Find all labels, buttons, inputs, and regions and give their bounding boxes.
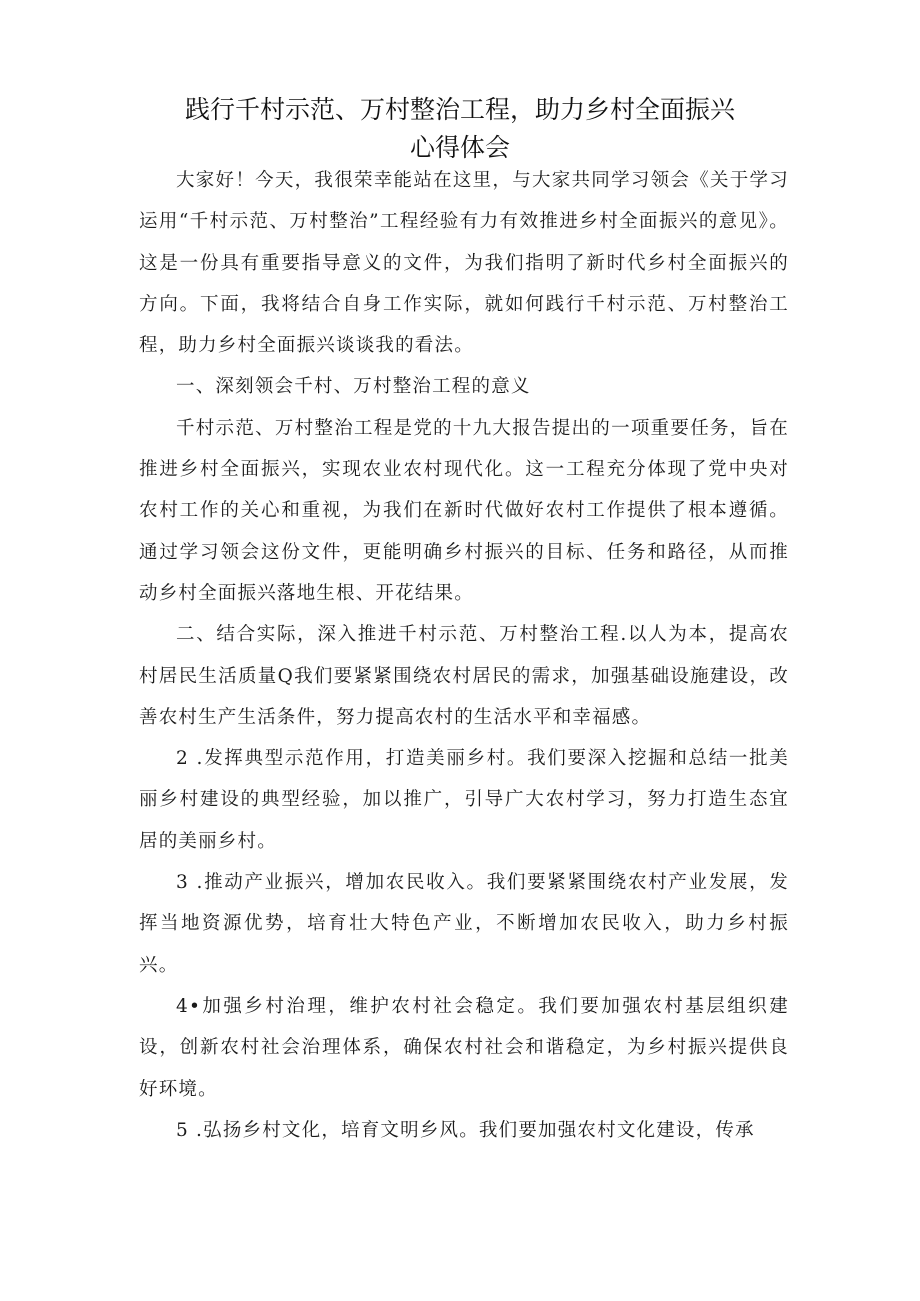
document-title-line-1: 践行千村示范、万村整治工程，助力乡村全面振兴 (184, 95, 735, 124)
list-item-4: 4•加强乡村治理，维护农村社会稳定。我们要加强农村基层组织建设，创新农村社会治理体系，确保农村社会和谐稳定，为乡村振兴提供良好环境。 (139, 995, 789, 1100)
list-item-5: 5 .弘扬乡村文化，培育文明乡风。我们要加强农村文化建设，传承 (176, 1119, 755, 1141)
section-heading-1: 一、深刻领会千村、万村整治工程的意义 (176, 376, 531, 398)
document-title-line-2: 心得体会 (409, 133, 510, 162)
document-body (139, 160, 789, 1151)
paragraph-intro: 大家好！今天，我很荣幸能站在这里，与大家共同学习领会《关于学习运用“千村示范、万村整治”工程经验有力有效推进乡村全面振兴的意见》。这是一份具有重要指导意义的文件，为我们指明了新时代乡村全面振兴的方向。下面，我将结合自身工作实际，就如何践行千村示范、万村整治工程，助力乡村全面振兴谈谈我的看法。 (139, 170, 789, 357)
list-item-2: 2 .发挥典型示范作用，打造美丽乡村。我们要深入挖掘和总结一批美丽乡村建设的典型经验，加以推广，引导广大农村学习，努力打造生态宜居的美丽乡村。 (139, 748, 789, 852)
list-item-3: 3 .推动产业振兴，增加农民收入。我们要紧紧围绕农村产业发展，发挥当地资源优势，培育壮大特色产业，不断增加农民收入，助力乡村振兴。 (139, 872, 789, 976)
section-heading-2: 二、结合实际，深入推进千村示范、万村整治工程.以人为本，提高农村居民生活质量Q我们要紧紧围绕农村居民的需求，加强基础设施建设，改善农村生产生活条件，努力提高农村的生活水平和幸福感。 (139, 624, 789, 728)
paragraph-section-1: 千村示范、万村整治工程是党的十九大报告提出的一项重要任务，旨在推进乡村全面振兴，实现农业农村现代化。这一工程充分体现了党中央对农村工作的关心和重视，为我们在新时代做好农村工作提供了根本遵循。通过学习领会这份文件，更能明确乡村振兴的目标、任务和路径，从而推动乡村全面振兴落地生根、开花结果。 (139, 417, 789, 604)
